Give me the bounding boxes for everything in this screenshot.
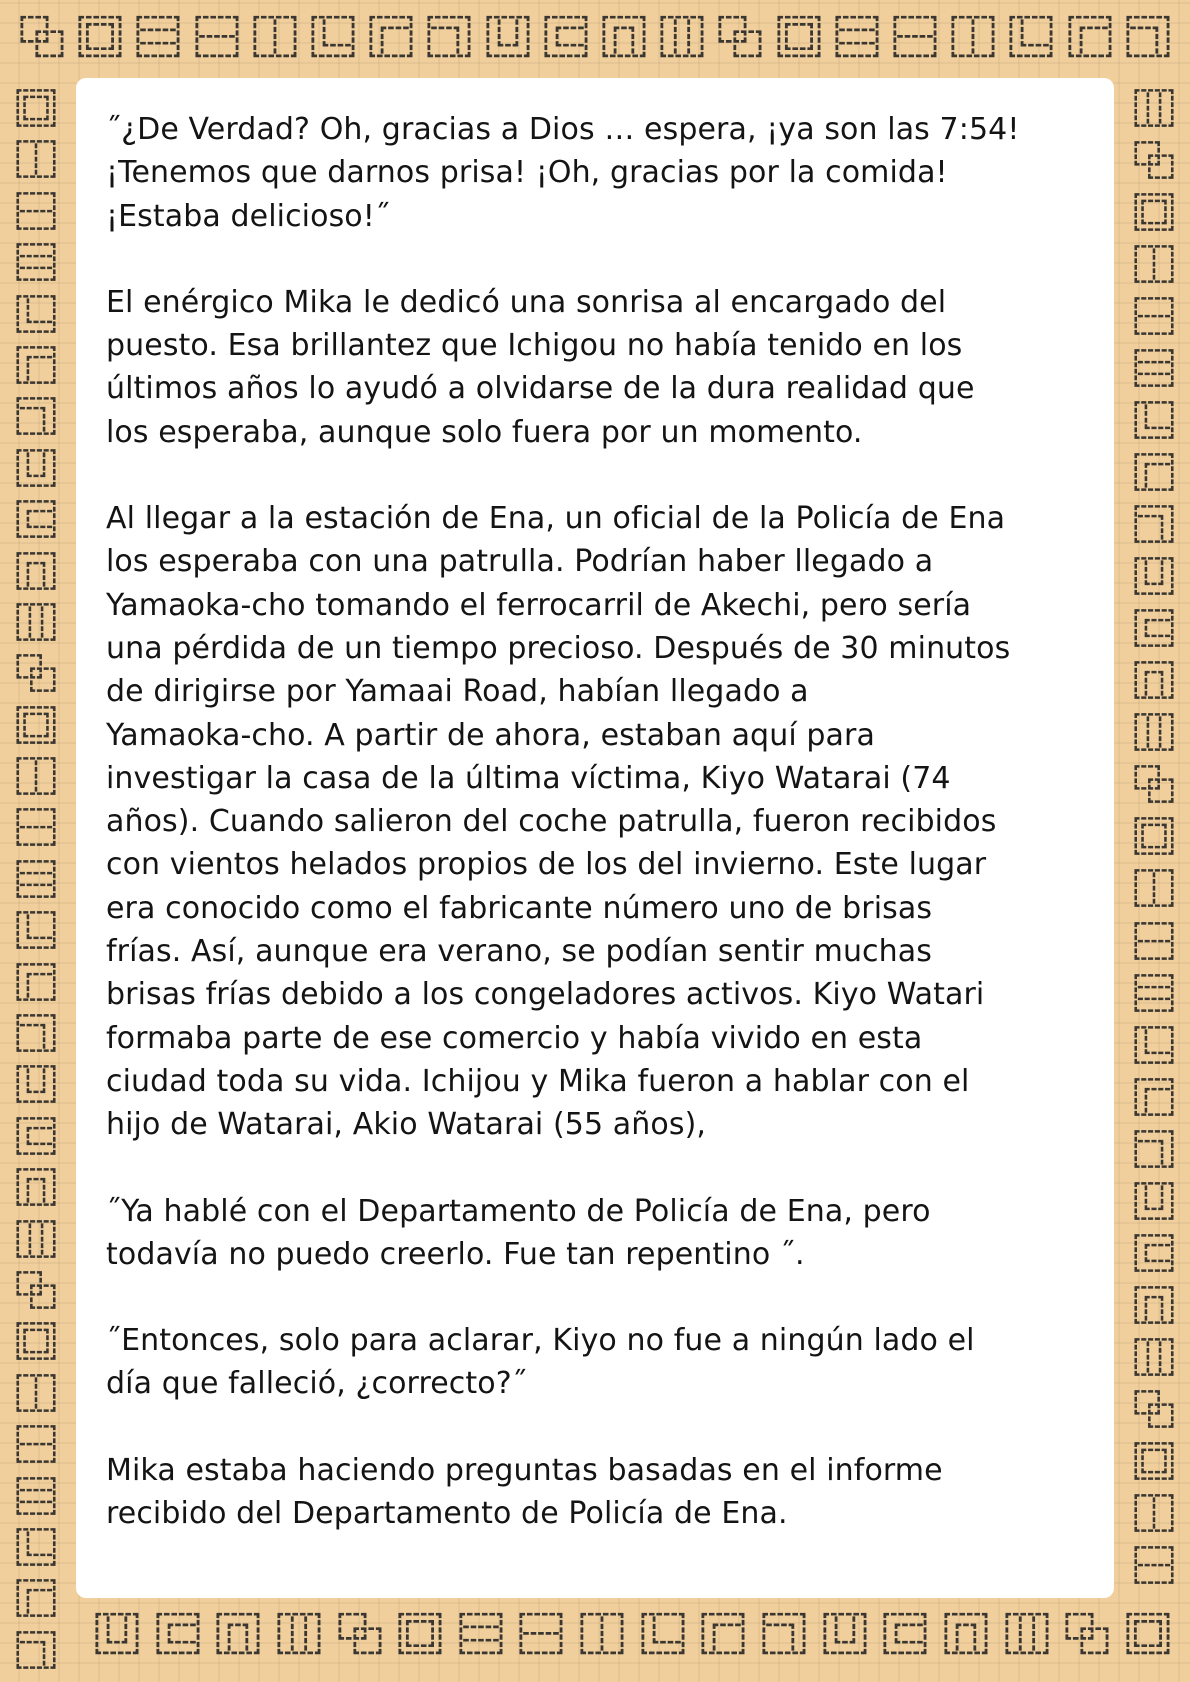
- border-glyph-icon: ⿰: [579, 1610, 626, 1661]
- border-glyph-icon: ⿹: [1133, 503, 1175, 550]
- border-glyph-icon: ⿸: [1066, 13, 1113, 64]
- border-glyph-icon: ⿶: [1133, 555, 1175, 602]
- border-glyph-icon: ⿷: [542, 13, 589, 64]
- border-glyph-icon: ⿰: [950, 13, 997, 64]
- border-glyph-icon: ⿳: [135, 13, 182, 64]
- border-glyph-icon: ⿷: [154, 1610, 201, 1661]
- border-glyph-icon: ⿹: [15, 1628, 57, 1675]
- border-glyph-icon: ⿱: [15, 189, 57, 236]
- border-glyph-icon: ⿵: [15, 1166, 57, 1213]
- border-glyph-icon: ⿲: [1133, 87, 1175, 133]
- border-glyph-icon: ⿷: [1133, 1231, 1175, 1278]
- border-glyph-icon: ⿳: [1133, 971, 1175, 1018]
- border-glyph-icon: ⿸: [368, 13, 415, 64]
- bottom-glyph-border: [95, 1598, 1170, 1674]
- border-glyph-icon: ⿱: [891, 13, 939, 64]
- dialogue-paragraph-2: ˝Ya hablé con el Departamento de Policía de Ena, pero todavía no puedo creerlo. Fue tan repentino ˝.: [106, 1193, 931, 1272]
- border-glyph-icon: ⿴: [1133, 191, 1175, 238]
- border-glyph-icon: ⿻: [717, 13, 764, 64]
- border-glyph-icon: ⿹: [1124, 13, 1171, 64]
- border-glyph-icon: ⿱: [15, 806, 57, 853]
- border-glyph-icon: ⿰: [1133, 243, 1175, 290]
- border-glyph-icon: ⿱: [15, 1423, 57, 1470]
- border-glyph-icon: ⿻: [336, 1610, 383, 1661]
- border-glyph-icon: ⿴: [397, 1610, 444, 1661]
- border-glyph-icon: ⿳: [15, 857, 57, 904]
- border-glyph-icon: ⿺: [1008, 13, 1055, 64]
- border-glyph-icon: ⿺: [15, 292, 57, 339]
- border-glyph-icon: ⿲: [15, 1217, 57, 1264]
- border-glyph-icon: ⿷: [15, 498, 57, 545]
- border-glyph-icon: ⿹: [760, 1610, 808, 1661]
- top-glyph-border: [20, 8, 1170, 70]
- narration-paragraph-2: Al llegar a la estación de Ena, un oficial de la Policía de Ena los esperaba con una patrulla. Podrían haber llegado a Yamaoka-cho tomando el ferrocarril de Akechi, pero sería una pérdida de un tiempo precioso. Después de 30 minutos de dirigirse por Yamaai Road, habían llegado a Yamaoka-cho. A partir de ahora, estaban aquí para investigar la casa de la última víctima, Kiyo Watarai (74 años). Cuando salieron del coche patrulla, fueron recibidos con vientos helados propios de los del invierno. Este lugar era conocido como el fabricante número uno de brisas frías. Así, aunque era verano, se podían sentir muchas brisas frías debido a los congeladores activos. Kiyo Watari formaba parte de ese comercio y había vivido en esta ciudad toda su vida. Ichijou y Mika fueron a hablar con el hijo de Watarai, Akio Watarai (55 años),: [106, 501, 1011, 1143]
- border-glyph-icon: ⿸: [15, 343, 57, 390]
- border-glyph-icon: ⿵: [942, 1610, 990, 1661]
- border-glyph-icon: ⿴: [15, 87, 57, 133]
- border-glyph-icon: ⿲: [1133, 711, 1175, 758]
- narration-paragraph-1: El enérgico Mika le dedicó una sonrisa al encargado del puesto. Esa brillantez que Ichigou no había tenido en los últimos años lo ayudó a olvidarse de la dura realidad que los esperaba, aunque solo fuera por un momento.: [106, 284, 975, 450]
- border-glyph-icon: ⿷: [882, 1610, 929, 1661]
- border-glyph-icon: ⿲: [659, 13, 706, 64]
- border-glyph-icon: ⿹: [15, 395, 57, 442]
- border-glyph-icon: ⿺: [1133, 399, 1175, 446]
- dialogue-paragraph-1: ˝¿De Verdad? Oh, gracias a Dios … espera, ¡ya son las 7:54! ¡Tenemos que darnos prisa! ¡Oh, gracias por la comida! ¡Estaba delicioso!˝: [106, 112, 1020, 234]
- border-glyph-icon: ⿻: [15, 1268, 57, 1315]
- border-glyph-icon: ⿵: [15, 549, 57, 596]
- dialogue-paragraph-3: ˝Entonces, solo para aclarar, Kiyo no fue a ningún lado el día que falleció, ¿correcto?˝: [106, 1323, 975, 1402]
- border-glyph-icon: ⿱: [1133, 919, 1175, 966]
- right-glyph-border: [1122, 87, 1186, 1590]
- border-glyph-icon: ⿶: [1133, 1179, 1175, 1226]
- border-glyph-icon: ⿺: [639, 1610, 686, 1661]
- border-glyph-icon: ⿲: [15, 600, 57, 647]
- border-glyph-icon: ⿲: [275, 1610, 323, 1661]
- border-glyph-icon: ⿶: [15, 1063, 57, 1110]
- border-glyph-icon: ⿻: [1133, 1387, 1175, 1434]
- border-glyph-icon: ⿴: [1133, 1439, 1175, 1486]
- border-glyph-icon: ⿵: [215, 1610, 262, 1661]
- border-glyph-icon: ⿶: [93, 1610, 141, 1661]
- border-glyph-icon: ⿰: [1133, 867, 1175, 914]
- border-glyph-icon: ⿶: [821, 1610, 868, 1661]
- border-glyph-icon: ⿱: [1133, 1543, 1175, 1590]
- left-glyph-border: [4, 87, 68, 1675]
- border-glyph-icon: ⿴: [775, 13, 822, 64]
- border-glyph-icon: ⿷: [15, 1114, 57, 1161]
- border-glyph-icon: ⿵: [600, 13, 648, 64]
- border-glyph-icon: ⿴: [1133, 815, 1175, 862]
- border-glyph-icon: ⿲: [1003, 1610, 1050, 1661]
- border-glyph-icon: ⿰: [251, 13, 298, 64]
- border-glyph-icon: ⿴: [77, 13, 124, 64]
- border-glyph-icon: ⿺: [1133, 1023, 1175, 1070]
- border-glyph-icon: ⿴: [1124, 1610, 1171, 1661]
- border-glyph-icon: ⿰: [15, 138, 57, 185]
- border-glyph-icon: ⿳: [457, 1610, 504, 1661]
- border-glyph-icon: ⿳: [15, 241, 57, 288]
- border-glyph-icon: ⿴: [15, 1320, 57, 1367]
- border-glyph-icon: ⿸: [700, 1610, 747, 1661]
- narration-paragraph-3: Mika estaba haciendo preguntas basadas en el informe recibido del Departamento de Policía de Ena.: [106, 1452, 943, 1532]
- border-glyph-icon: ⿸: [1133, 451, 1175, 498]
- border-glyph-icon: ⿺: [15, 909, 57, 956]
- border-glyph-icon: ⿹: [15, 1012, 57, 1059]
- border-glyph-icon: ⿰: [15, 1371, 57, 1418]
- border-glyph-icon: ⿳: [15, 1474, 57, 1521]
- border-glyph-icon: ⿹: [1133, 1127, 1175, 1174]
- border-glyph-icon: ⿻: [1133, 763, 1175, 810]
- border-glyph-icon: ⿻: [1064, 1610, 1111, 1661]
- border-glyph-icon: ⿺: [15, 1525, 57, 1572]
- border-glyph-icon: ⿻: [1133, 139, 1175, 186]
- border-glyph-icon: ⿸: [1133, 1075, 1175, 1122]
- border-glyph-icon: ⿷: [1133, 607, 1175, 654]
- text-page: [76, 78, 1114, 1598]
- border-glyph-icon: ⿵: [1133, 659, 1175, 706]
- border-glyph-icon: ⿻: [15, 652, 57, 699]
- border-glyph-icon: ⿱: [1133, 295, 1175, 342]
- border-glyph-icon: ⿱: [193, 13, 240, 64]
- border-glyph-icon: ⿹: [426, 13, 473, 64]
- border-glyph-icon: ⿶: [15, 446, 57, 493]
- border-glyph-icon: ⿶: [484, 13, 531, 64]
- border-glyph-icon: ⿻: [18, 13, 66, 64]
- border-glyph-icon: ⿴: [15, 703, 57, 750]
- border-glyph-icon: ⿸: [15, 1577, 57, 1624]
- border-glyph-icon: ⿱: [518, 1610, 565, 1661]
- border-glyph-icon: ⿲: [1133, 1335, 1175, 1382]
- border-glyph-icon: ⿺: [309, 13, 357, 64]
- border-glyph-icon: ⿳: [1133, 347, 1175, 394]
- border-glyph-icon: ⿰: [15, 755, 57, 802]
- border-glyph-icon: ⿰: [1133, 1491, 1175, 1538]
- border-glyph-icon: ⿸: [15, 960, 57, 1007]
- border-glyph-icon: ⿳: [833, 13, 880, 64]
- border-glyph-icon: ⿵: [1133, 1283, 1175, 1330]
